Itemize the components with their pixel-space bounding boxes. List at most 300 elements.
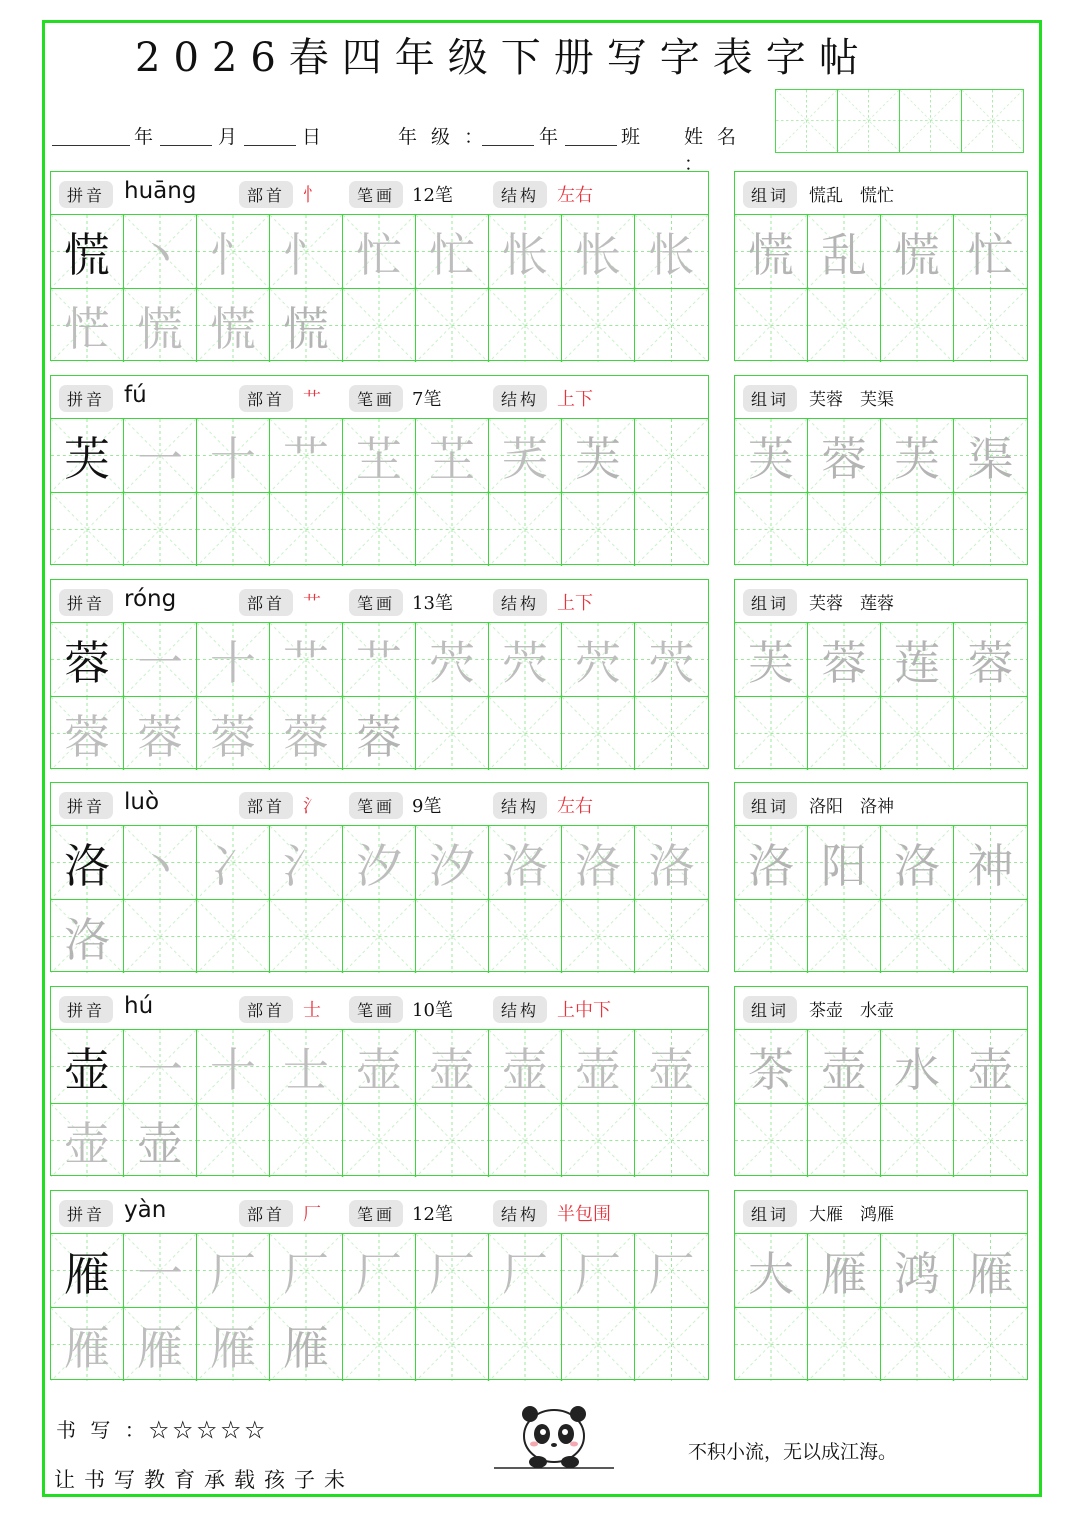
practice-cell[interactable]: [270, 1104, 343, 1177]
practice-cell[interactable]: [881, 1030, 954, 1103]
words-tag: 组词: [743, 385, 797, 412]
practice-cell[interactable]: [124, 1308, 197, 1381]
trace-character: 神: [967, 838, 1014, 893]
trace-character: 雁: [967, 1246, 1014, 1301]
practice-cell[interactable]: [881, 697, 954, 770]
practice-cell[interactable]: [51, 1234, 124, 1307]
trace-character: 壶: [137, 1116, 183, 1171]
radical-value: 艹: [303, 593, 321, 614]
stroke-row-1: [51, 419, 708, 493]
character-practice-block: [50, 1190, 709, 1380]
stroke-step-character: 忄: [283, 227, 329, 282]
practice-cell[interactable]: [635, 1030, 708, 1103]
practice-cell[interactable]: [635, 289, 708, 362]
word-info-row: [735, 1191, 1027, 1234]
radical-tag: 部首: [239, 589, 293, 616]
character-section: [50, 171, 1028, 361]
word-trace-row: [735, 623, 1027, 697]
practice-cell[interactable]: [197, 1308, 270, 1381]
stroke-step-character: 雁: [137, 1320, 183, 1375]
pinyin-tag: 拼音: [59, 589, 113, 616]
practice-cell[interactable]: [562, 1234, 635, 1307]
trace-character: 水: [894, 1042, 940, 1097]
stroke-step-character: 厂: [502, 1246, 548, 1301]
practice-cell[interactable]: [124, 215, 197, 288]
character-practice-block: [50, 782, 709, 972]
stroke-step-character: 茓: [502, 635, 548, 690]
practice-cell[interactable]: [51, 697, 124, 770]
strokes-tag: 笔画: [349, 589, 403, 616]
character-info-row: [51, 1191, 708, 1234]
practice-cell[interactable]: [562, 697, 635, 770]
practice-cell[interactable]: [954, 1234, 1027, 1307]
trace-character: 茶: [748, 1042, 794, 1097]
practice-cell[interactable]: [416, 826, 489, 899]
practice-cell[interactable]: [270, 1308, 343, 1381]
radical-value: 忄: [303, 185, 321, 206]
stroke-step-character: 一: [137, 635, 183, 690]
practice-cell[interactable]: [735, 623, 808, 696]
practice-cell[interactable]: [954, 623, 1027, 696]
model-character: 雁: [64, 1246, 110, 1301]
practice-cell[interactable]: [416, 1308, 489, 1381]
practice-cell[interactable]: [562, 289, 635, 362]
structure-tag: 结构: [493, 1200, 547, 1227]
practice-cell[interactable]: [489, 900, 562, 973]
pinyin-tag: 拼音: [59, 181, 113, 208]
name-box[interactable]: [961, 89, 1024, 153]
radical-tag: 部首: [239, 1200, 293, 1227]
trace-character: 芙: [575, 431, 621, 486]
name-box[interactable]: [775, 89, 838, 153]
practice-cell[interactable]: [562, 623, 635, 696]
structure-value: 上下: [557, 389, 593, 410]
stroke-step-character: 壶: [502, 1042, 548, 1097]
practice-cell[interactable]: [954, 289, 1027, 362]
practice-cell[interactable]: [881, 215, 954, 288]
structure-value: 上中下: [557, 1000, 611, 1021]
practice-cell[interactable]: [808, 826, 881, 899]
stroke-step-character: 慌: [210, 301, 256, 356]
practice-cell[interactable]: [416, 289, 489, 362]
practice-cell[interactable]: [635, 215, 708, 288]
practice-cell[interactable]: [51, 1030, 124, 1103]
practice-cell[interactable]: [735, 1308, 808, 1381]
practice-cell[interactable]: [416, 215, 489, 288]
word-info-row: [735, 376, 1027, 419]
practice-cell[interactable]: [343, 623, 416, 696]
character-section: [50, 375, 1028, 565]
practice-cell[interactable]: [124, 697, 197, 770]
character-info-row: [51, 376, 708, 419]
character-info-row: [51, 987, 708, 1030]
structure-value: 左右: [557, 796, 593, 817]
practice-cell[interactable]: [735, 215, 808, 288]
character-info-row: [51, 580, 708, 623]
practice-cell[interactable]: [808, 1234, 881, 1307]
trace-character: 慌: [894, 227, 940, 282]
stroke-step-character: 蓉: [64, 709, 110, 764]
practice-cell[interactable]: [735, 493, 808, 566]
stroke-step-character: 忙: [429, 227, 475, 282]
practice-cell[interactable]: [270, 493, 343, 566]
practice-cell[interactable]: [635, 1308, 708, 1381]
practice-cell[interactable]: [343, 493, 416, 566]
practice-cell[interactable]: [489, 493, 562, 566]
trace-character: 芙: [894, 431, 940, 486]
character-section: [50, 782, 1028, 972]
practice-cell[interactable]: [562, 1104, 635, 1177]
trace-character: 雁: [283, 1320, 329, 1375]
practice-cell[interactable]: [881, 1308, 954, 1381]
pinyin-value: yàn: [124, 1197, 167, 1223]
stroke-step-character: 蓉: [283, 709, 329, 764]
stroke-step-character: 厂: [575, 1246, 621, 1301]
structure-value: 半包围: [557, 1204, 611, 1225]
trace-character: 渠: [967, 431, 1014, 486]
practice-cell[interactable]: [416, 1104, 489, 1177]
practice-cell[interactable]: [416, 900, 489, 973]
practice-cell[interactable]: [635, 419, 708, 492]
strokes-value: 12笔: [412, 185, 453, 206]
practice-cell[interactable]: [51, 289, 124, 362]
practice-cell[interactable]: [51, 419, 124, 492]
stroke-row-2: [51, 289, 708, 362]
practice-cell[interactable]: [489, 623, 562, 696]
practice-cell[interactable]: [197, 697, 270, 770]
practice-cell[interactable]: [489, 826, 562, 899]
words-value: 芙蓉 莲蓉: [809, 594, 894, 614]
word-trace-row: [735, 1234, 1027, 1308]
practice-cell[interactable]: [197, 826, 270, 899]
practice-cell[interactable]: [881, 419, 954, 492]
practice-cell[interactable]: [489, 697, 562, 770]
practice-cell[interactable]: [416, 1234, 489, 1307]
pinyin-value: fú: [124, 382, 147, 408]
stroke-step-character: 蓉: [210, 709, 256, 764]
practice-cell[interactable]: [954, 419, 1027, 492]
practice-cell[interactable]: [343, 1104, 416, 1177]
practice-cell[interactable]: [197, 493, 270, 566]
practice-cell[interactable]: [881, 1104, 954, 1177]
word-trace-row: [735, 826, 1027, 900]
practice-cell[interactable]: [124, 826, 197, 899]
practice-cell[interactable]: [343, 900, 416, 973]
practice-cell[interactable]: [197, 419, 270, 492]
word-blank-row: [735, 900, 1027, 973]
trace-character: 莲: [894, 635, 940, 690]
words-value: 茶壶 水壶: [809, 1001, 894, 1021]
practice-cell[interactable]: [51, 1308, 124, 1381]
practice-cell[interactable]: [416, 697, 489, 770]
practice-cell[interactable]: [881, 493, 954, 566]
stroke-step-character: 丶: [137, 838, 183, 893]
practice-cell[interactable]: [197, 623, 270, 696]
practice-cell[interactable]: [270, 1030, 343, 1103]
practice-cell[interactable]: [124, 1030, 197, 1103]
practice-cell[interactable]: [808, 900, 881, 973]
word-blank-row: [735, 697, 1027, 770]
writing-rating: 书 写 ：☆☆☆☆☆: [56, 1418, 269, 1442]
practice-cell[interactable]: [416, 623, 489, 696]
practice-cell[interactable]: [51, 215, 124, 288]
practice-cell[interactable]: [735, 826, 808, 899]
class-label: 班: [621, 126, 641, 148]
practice-cell[interactable]: [954, 826, 1027, 899]
character-section: [50, 579, 1028, 769]
model-character: 洛: [64, 838, 110, 893]
practice-cell[interactable]: [343, 419, 416, 492]
practice-cell[interactable]: [562, 1308, 635, 1381]
pinyin-value: róng: [124, 586, 177, 612]
name-box[interactable]: [837, 89, 900, 153]
character-practice-block: [50, 171, 709, 361]
grade-label: 年 级 ：: [398, 126, 488, 148]
practice-cell[interactable]: [489, 1104, 562, 1177]
practice-cell[interactable]: [416, 1030, 489, 1103]
stroke-row-1: [51, 623, 708, 697]
practice-cell[interactable]: [343, 215, 416, 288]
practice-cell[interactable]: [635, 1104, 708, 1177]
structure-tag: 结构: [493, 792, 547, 819]
trace-character: 洛: [748, 838, 794, 893]
pinyin-tag: 拼音: [59, 792, 113, 819]
practice-cell[interactable]: [124, 419, 197, 492]
trace-character: 大: [748, 1246, 794, 1301]
practice-cell[interactable]: [124, 289, 197, 362]
practice-cell[interactable]: [735, 900, 808, 973]
strokes-value: 10笔: [412, 1000, 453, 1021]
structure-tag: 结构: [493, 996, 547, 1023]
practice-cell[interactable]: [635, 623, 708, 696]
practice-cell[interactable]: [808, 1104, 881, 1177]
year-blank[interactable]: [52, 122, 130, 151]
practice-cell[interactable]: [489, 215, 562, 288]
trace-character: 蓉: [821, 431, 867, 486]
model-character: 芙: [64, 431, 110, 486]
practice-cell[interactable]: [51, 493, 124, 566]
practice-cell[interactable]: [343, 1030, 416, 1103]
stroke-step-character: 壶: [429, 1042, 475, 1097]
practice-cell[interactable]: [735, 1234, 808, 1307]
practice-cell[interactable]: [735, 289, 808, 362]
practice-cell[interactable]: [954, 1104, 1027, 1177]
practice-cell[interactable]: [881, 623, 954, 696]
trace-character: 忙: [967, 227, 1014, 282]
words-value: 慌乱 慌忙: [809, 186, 894, 206]
practice-cell[interactable]: [343, 826, 416, 899]
practice-cell[interactable]: [124, 493, 197, 566]
practice-cell[interactable]: [562, 215, 635, 288]
practice-cell[interactable]: [51, 623, 124, 696]
practice-cell[interactable]: [124, 900, 197, 973]
trace-character: 蓉: [356, 709, 402, 764]
practice-cell[interactable]: [881, 900, 954, 973]
stroke-step-character: 忙: [356, 227, 402, 282]
word-trace-row: [735, 1030, 1027, 1104]
stroke-step-character: 茓: [648, 635, 695, 690]
practice-cell[interactable]: [270, 623, 343, 696]
practice-cell[interactable]: [51, 826, 124, 899]
practice-cell[interactable]: [635, 493, 708, 566]
practice-cell[interactable]: [51, 900, 124, 973]
practice-cell[interactable]: [635, 697, 708, 770]
stroke-row-2: [51, 900, 708, 973]
practice-cell[interactable]: [197, 1234, 270, 1307]
practice-cell[interactable]: [270, 215, 343, 288]
practice-cell[interactable]: [197, 1030, 270, 1103]
stroke-step-character: 一: [137, 431, 183, 486]
class-blank[interactable]: [565, 122, 617, 151]
word-info-row: [735, 580, 1027, 623]
word-practice-block: [734, 579, 1028, 769]
practice-cell[interactable]: [562, 493, 635, 566]
practice-cell[interactable]: [562, 1030, 635, 1103]
stroke-step-character: 士: [283, 1042, 329, 1097]
practice-cell[interactable]: [270, 1234, 343, 1307]
practice-cell[interactable]: [808, 1030, 881, 1103]
practice-cell[interactable]: [954, 493, 1027, 566]
stroke-step-character: 冫: [210, 838, 256, 893]
practice-cell[interactable]: [954, 697, 1027, 770]
trace-character: 蓉: [967, 635, 1014, 690]
practice-cell[interactable]: [954, 900, 1027, 973]
pinyin-tag: 拼音: [59, 1200, 113, 1227]
practice-cell[interactable]: [343, 289, 416, 362]
practice-cell[interactable]: [562, 900, 635, 973]
practice-cell[interactable]: [635, 1234, 708, 1307]
practice-cell[interactable]: [635, 826, 708, 899]
practice-cell[interactable]: [197, 215, 270, 288]
practice-cell[interactable]: [808, 1308, 881, 1381]
practice-cell[interactable]: [343, 1234, 416, 1307]
trace-character: 雁: [821, 1246, 867, 1301]
trace-character: 芙: [748, 431, 794, 486]
practice-cell[interactable]: [489, 1234, 562, 1307]
words-tag: 组词: [743, 589, 797, 616]
practice-cell[interactable]: [562, 826, 635, 899]
stroke-step-character: 壶: [648, 1042, 695, 1097]
radical-tag: 部首: [239, 996, 293, 1023]
practice-cell[interactable]: [808, 697, 881, 770]
name-box[interactable]: [899, 89, 962, 153]
stroke-row-2: [51, 1104, 708, 1177]
stroke-step-character: 忄: [210, 227, 256, 282]
practice-cell[interactable]: [270, 900, 343, 973]
words-tag: 组词: [743, 1200, 797, 1227]
pinyin-value: luò: [124, 789, 160, 815]
practice-cell[interactable]: [881, 1234, 954, 1307]
practice-cell[interactable]: [416, 493, 489, 566]
words-value: 大雁 鸿雁: [809, 1205, 894, 1225]
trace-character: 慌: [748, 227, 794, 282]
word-practice-block: [734, 1190, 1028, 1380]
practice-cell[interactable]: [270, 289, 343, 362]
day-label: 日: [302, 126, 322, 148]
stroke-row-1: [51, 1030, 708, 1104]
practice-cell[interactable]: [124, 1234, 197, 1307]
strokes-tag: 笔画: [349, 181, 403, 208]
practice-cell[interactable]: [197, 1104, 270, 1177]
word-practice-block: [734, 986, 1028, 1176]
stroke-step-character: 芏: [356, 431, 402, 486]
grade-year-blank[interactable]: [482, 122, 534, 151]
stroke-step-character: 蓉: [137, 709, 183, 764]
trace-character: 洛: [894, 838, 940, 893]
stroke-step-character: 慌: [137, 301, 183, 356]
stroke-step-character: 洛: [502, 838, 548, 893]
practice-cell[interactable]: [489, 419, 562, 492]
practice-cell[interactable]: [954, 1308, 1027, 1381]
practice-cell[interactable]: [808, 215, 881, 288]
practice-cell[interactable]: [954, 215, 1027, 288]
practice-cell[interactable]: [808, 419, 881, 492]
pinyin-value: huāng: [124, 178, 197, 204]
word-blank-row: [735, 493, 1027, 566]
practice-cell[interactable]: [416, 419, 489, 492]
practice-cell[interactable]: [735, 1104, 808, 1177]
practice-cell[interactable]: [489, 1308, 562, 1381]
month-blank[interactable]: [160, 122, 212, 151]
practice-cell[interactable]: [808, 289, 881, 362]
day-blank[interactable]: [244, 122, 296, 151]
practice-cell[interactable]: [881, 289, 954, 362]
practice-cell[interactable]: [954, 1030, 1027, 1103]
stroke-step-character: 一: [137, 1042, 183, 1097]
practice-cell[interactable]: [51, 1104, 124, 1177]
word-info-row: [735, 987, 1027, 1030]
practice-cell[interactable]: [881, 826, 954, 899]
practice-cell[interactable]: [343, 1308, 416, 1381]
practice-cell[interactable]: [808, 623, 881, 696]
trace-character: 阳: [821, 838, 867, 893]
practice-cell[interactable]: [270, 826, 343, 899]
stroke-step-character: 厂: [429, 1246, 475, 1301]
structure-tag: 结构: [493, 589, 547, 616]
word-info-row: [735, 783, 1027, 826]
stroke-step-character: 十: [210, 635, 256, 690]
stroke-row-1: [51, 1234, 708, 1308]
practice-cell[interactable]: [197, 289, 270, 362]
practice-cell[interactable]: [562, 419, 635, 492]
stroke-row-2: [51, 493, 708, 566]
practice-cell[interactable]: [735, 697, 808, 770]
radical-value: 艹: [303, 389, 321, 410]
stroke-step-character: 汐: [429, 838, 475, 893]
pinyin-tag: 拼音: [59, 385, 113, 412]
practice-cell[interactable]: [489, 289, 562, 362]
name-boxes[interactable]: [776, 89, 1024, 153]
practice-cell[interactable]: [489, 1030, 562, 1103]
strokes-value: 9笔: [412, 796, 442, 817]
stroke-step-character: 氵: [283, 838, 329, 893]
practice-cell[interactable]: [270, 419, 343, 492]
practice-cell[interactable]: [124, 1104, 197, 1177]
strokes-value: 12笔: [412, 1204, 453, 1225]
practice-cell[interactable]: [343, 697, 416, 770]
stroke-step-character: 艹: [283, 635, 329, 690]
word-practice-block: [734, 171, 1028, 361]
practice-cell[interactable]: [735, 419, 808, 492]
practice-cell[interactable]: [270, 697, 343, 770]
practice-cell[interactable]: [735, 1030, 808, 1103]
practice-cell[interactable]: [124, 623, 197, 696]
practice-cell[interactable]: [808, 493, 881, 566]
words-tag: 组词: [743, 996, 797, 1023]
practice-cell[interactable]: [197, 900, 270, 973]
character-practice-block: [50, 579, 709, 769]
practice-cell[interactable]: [635, 900, 708, 973]
